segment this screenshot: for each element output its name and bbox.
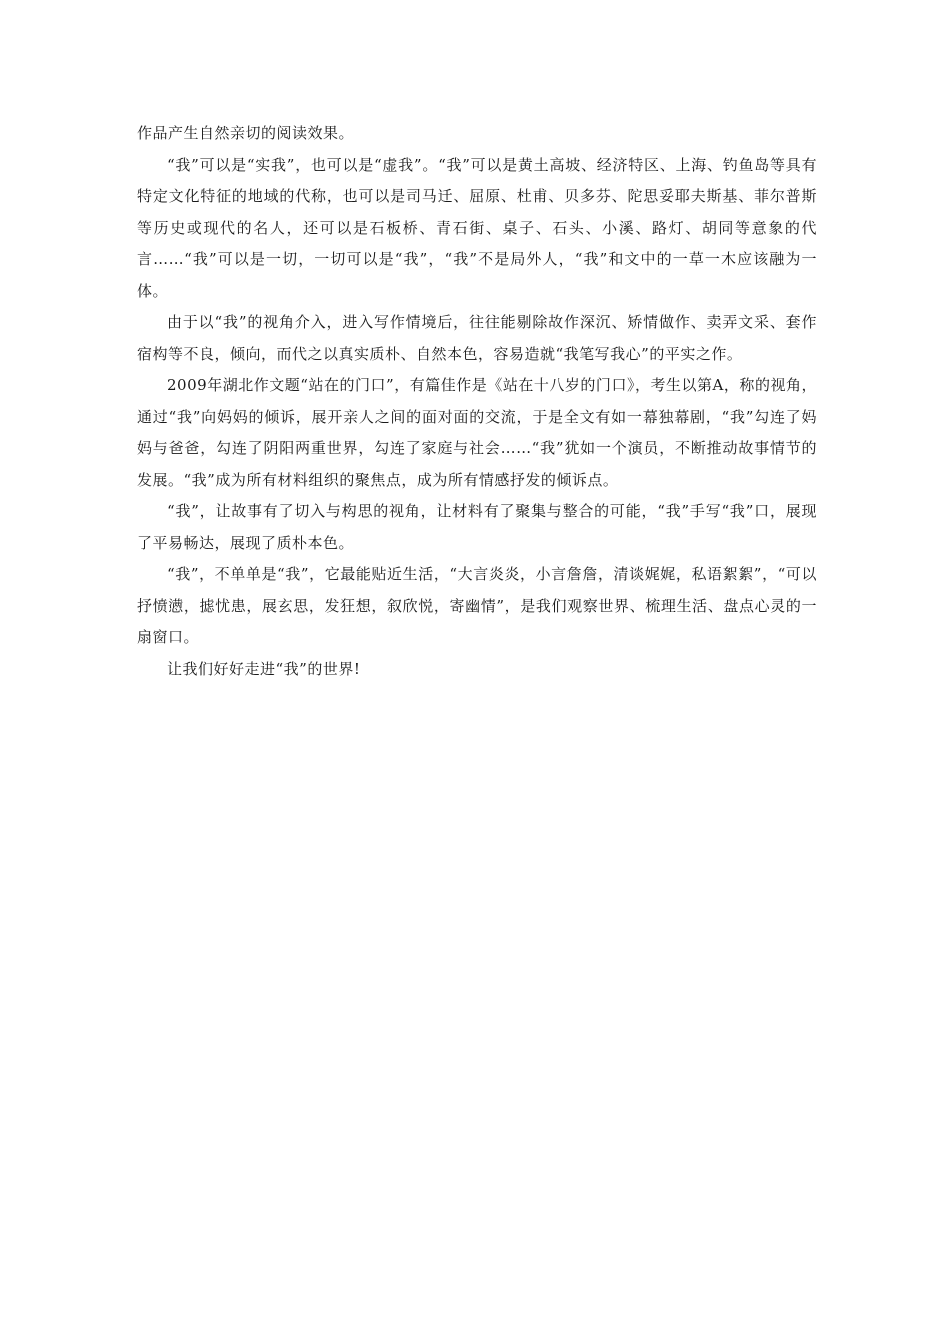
paragraph-5: “我”，让故事有了切入与构思的视角，让材料有了聚集与整合的可能，“我”手写“我”口，展现了平易畅达，展现了质朴本色。 bbox=[137, 502, 817, 552]
document-body bbox=[137, 118, 817, 685]
paragraph-4: 2009年湖北作文题“站在的门口”，有篇佳作是《站在十八岁的门口》，考生以第A，称的视角，通过“我”向妈妈的倾诉，展开亲人之间的面对面的交流，于是全文有如一幕独幕剧，“我”勾连了妈妈与爸爸，勾连了阴阳两重世界，勾连了家庭与社会……“我”犹如一个演员，不断推动故事情节的发展。“我”成为所有材料组织的聚焦点，成为所有情感抒发的倾诉点。 bbox=[137, 376, 817, 489]
paragraph-1: 作品产生自然亲切的阅读效果。 bbox=[137, 124, 355, 142]
paragraph-2: “我”可以是“实我”，也可以是“虚我”。“我”可以是黄土高坡、经济特区、上海、钓鱼岛等具有特定文化特征的地域的代称，也可以是司马迁、屈原、杜甫、贝多芬、陀思妥耶夫斯基、菲尔普斯等历史或现代的名人，还可以是石板桥、青石街、桌子、石头、小溪、路灯、胡同等意象的代言……“我”可以是一切，一切可以是“我”，“我”不是局外人，“我”和文中的一草一木应该融为一体。 bbox=[137, 155, 817, 300]
paragraph-6: “我”，不单单是“我”，它最能贴近生活，“大言炎炎，小言詹詹，清谈娓娓，私语絮絮”，“可以抒愤懑，摅忧患，展玄思，发狂想，叙欣悦，寄幽情”，是我们观察世界、梳理生活、盘点心灵的一扇窗口。 bbox=[137, 565, 817, 646]
paragraph-3: 由于以“我”的视角介入，进入写作情境后，往往能剔除故作深沉、矫情做作、卖弄文采、套作宿构等不良，倾向，而代之以真实质朴、自然本色，容易造就“我笔写我心”的平实之作。 bbox=[137, 313, 817, 363]
paragraph-7: 让我们好好走进“我”的世界! bbox=[167, 659, 361, 678]
